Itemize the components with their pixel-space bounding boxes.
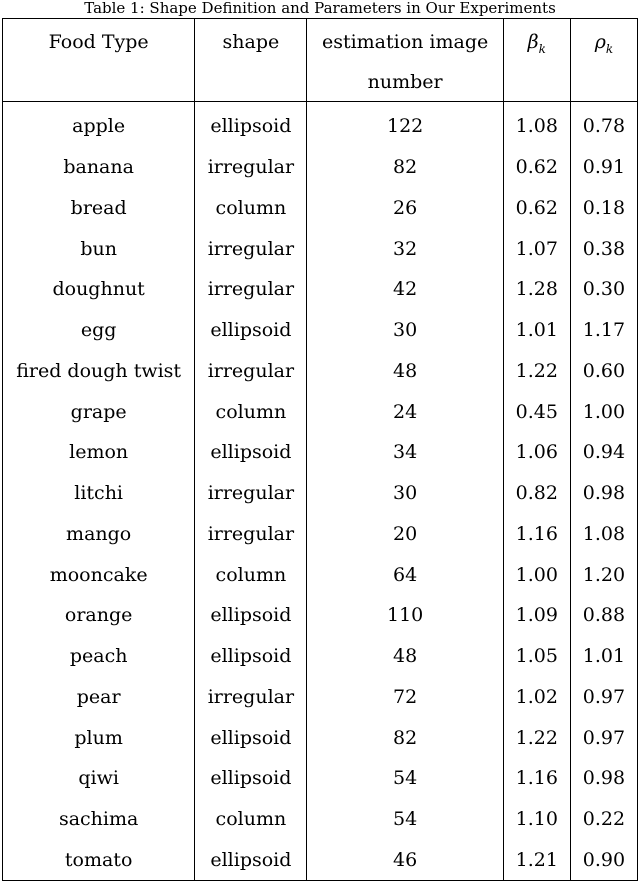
cell-beta-k: 1.02 xyxy=(503,677,570,718)
beta-subscript: k xyxy=(538,41,546,56)
cell-food-type: plum xyxy=(3,717,195,758)
table-row xyxy=(3,717,638,758)
cell-estimation-image-number: 34 xyxy=(307,432,503,473)
table-row xyxy=(3,188,638,229)
cell-food-type: mooncake xyxy=(3,554,195,595)
cell-rho-k: 0.60 xyxy=(570,351,637,392)
cell-estimation-image-number: 72 xyxy=(307,677,503,718)
cell-food-type: litchi xyxy=(3,473,195,514)
cell-food-type: doughnut xyxy=(3,269,195,310)
cell-food-type: egg xyxy=(3,310,195,351)
header-shape-label: shape xyxy=(222,31,280,53)
cell-food-type: peach xyxy=(3,636,195,677)
cell-estimation-image-number: 24 xyxy=(307,391,503,432)
cell-rho-k: 1.00 xyxy=(570,391,637,432)
header-food-type xyxy=(3,19,195,102)
table-row xyxy=(3,554,638,595)
cell-beta-k: 0.62 xyxy=(503,147,570,188)
table-row xyxy=(3,758,638,799)
cell-rho-k: 0.22 xyxy=(570,799,637,840)
cell-beta-k: 1.06 xyxy=(503,432,570,473)
cell-beta-k: 0.45 xyxy=(503,391,570,432)
table-header xyxy=(3,19,638,102)
header-estimation-line1: estimation image xyxy=(321,31,489,53)
cell-shape: irregular xyxy=(195,269,307,310)
cell-rho-k: 0.98 xyxy=(570,758,637,799)
cell-estimation-image-number: 30 xyxy=(307,473,503,514)
food-shape-table xyxy=(2,18,638,881)
cell-food-type: lemon xyxy=(3,432,195,473)
cell-rho-k: 1.08 xyxy=(570,514,637,555)
cell-food-type: qiwi xyxy=(3,758,195,799)
cell-shape: ellipsoid xyxy=(195,636,307,677)
cell-estimation-image-number: 110 xyxy=(307,595,503,636)
cell-food-type: pear xyxy=(3,677,195,718)
beta-symbol: β xyxy=(527,31,539,53)
cell-rho-k: 0.97 xyxy=(570,677,637,718)
header-rho-k xyxy=(570,19,637,102)
cell-estimation-image-number: 54 xyxy=(307,758,503,799)
cell-beta-k: 0.62 xyxy=(503,188,570,229)
table-row xyxy=(3,636,638,677)
cell-estimation-image-number: 48 xyxy=(307,636,503,677)
cell-shape: ellipsoid xyxy=(195,102,307,147)
cell-rho-k: 1.17 xyxy=(570,310,637,351)
header-rho-k-label xyxy=(571,19,637,59)
header-food-type-label: Food Type xyxy=(48,31,149,53)
cell-estimation-image-number: 26 xyxy=(307,188,503,229)
cell-shape: irregular xyxy=(195,228,307,269)
cell-beta-k: 1.22 xyxy=(503,717,570,758)
cell-food-type: tomato xyxy=(3,840,195,881)
cell-shape: ellipsoid xyxy=(195,840,307,881)
cell-beta-k: 1.16 xyxy=(503,758,570,799)
cell-food-type: grape xyxy=(3,391,195,432)
header-estimation-line2: number xyxy=(367,71,443,93)
cell-rho-k: 0.91 xyxy=(570,147,637,188)
cell-food-type: banana xyxy=(3,147,195,188)
cell-beta-k: 1.22 xyxy=(503,351,570,392)
cell-beta-k: 1.10 xyxy=(503,799,570,840)
cell-beta-k: 1.09 xyxy=(503,595,570,636)
cell-shape: irregular xyxy=(195,351,307,392)
cell-rho-k: 0.98 xyxy=(570,473,637,514)
cell-beta-k: 1.28 xyxy=(503,269,570,310)
cell-estimation-image-number: 32 xyxy=(307,228,503,269)
cell-shape: ellipsoid xyxy=(195,717,307,758)
rho-subscript: k xyxy=(605,41,614,56)
table-row xyxy=(3,228,638,269)
cell-shape: irregular xyxy=(195,677,307,718)
cell-estimation-image-number: 82 xyxy=(307,717,503,758)
table-row xyxy=(3,432,638,473)
cell-beta-k: 1.21 xyxy=(503,840,570,881)
cell-estimation-image-number: 82 xyxy=(307,147,503,188)
cell-beta-k: 0.82 xyxy=(503,473,570,514)
table-row xyxy=(3,677,638,718)
header-beta-k-label xyxy=(504,19,570,59)
cell-beta-k: 1.01 xyxy=(503,310,570,351)
cell-estimation-image-number: 30 xyxy=(307,310,503,351)
table-row xyxy=(3,391,638,432)
cell-beta-k: 1.07 xyxy=(503,228,570,269)
cell-estimation-image-number: 20 xyxy=(307,514,503,555)
cell-food-type: sachima xyxy=(3,799,195,840)
table-row xyxy=(3,799,638,840)
cell-food-type: bread xyxy=(3,188,195,229)
cell-shape: column xyxy=(195,554,307,595)
cell-shape: ellipsoid xyxy=(195,310,307,351)
table-row xyxy=(3,514,638,555)
table-caption: Table 1: Shape Definition and Parameters in Our Experiments xyxy=(84,0,556,17)
cell-shape: irregular xyxy=(195,147,307,188)
cell-shape: column xyxy=(195,799,307,840)
cell-rho-k: 0.38 xyxy=(570,228,637,269)
cell-estimation-image-number: 122 xyxy=(307,102,503,147)
cell-rho-k: 0.78 xyxy=(570,102,637,147)
table-body xyxy=(3,102,638,881)
table-row xyxy=(3,351,638,392)
header-beta-k xyxy=(503,19,570,102)
cell-rho-k: 0.90 xyxy=(570,840,637,881)
table-row xyxy=(3,147,638,188)
cell-food-type: bun xyxy=(3,228,195,269)
header-estimation-image-number xyxy=(307,19,503,102)
cell-beta-k: 1.05 xyxy=(503,636,570,677)
table-row xyxy=(3,310,638,351)
table-row xyxy=(3,269,638,310)
cell-shape: column xyxy=(195,188,307,229)
cell-shape: irregular xyxy=(195,473,307,514)
cell-rho-k: 1.01 xyxy=(570,636,637,677)
table-row xyxy=(3,840,638,881)
cell-rho-k: 0.30 xyxy=(570,269,637,310)
cell-food-type: fired dough twist xyxy=(3,351,195,392)
rho-symbol: ρ xyxy=(594,31,606,53)
table-row xyxy=(3,473,638,514)
cell-rho-k: 0.94 xyxy=(570,432,637,473)
cell-rho-k: 0.88 xyxy=(570,595,637,636)
cell-shape: column xyxy=(195,391,307,432)
cell-beta-k: 1.08 xyxy=(503,102,570,147)
cell-food-type: orange xyxy=(3,595,195,636)
cell-rho-k: 0.97 xyxy=(570,717,637,758)
header-row xyxy=(3,19,638,102)
cell-food-type: apple xyxy=(3,102,195,147)
header-shape xyxy=(195,19,307,102)
cell-shape: irregular xyxy=(195,514,307,555)
cell-shape: ellipsoid xyxy=(195,595,307,636)
cell-shape: ellipsoid xyxy=(195,432,307,473)
cell-beta-k: 1.16 xyxy=(503,514,570,555)
table-row xyxy=(3,102,638,147)
cell-rho-k: 0.18 xyxy=(570,188,637,229)
cell-food-type: mango xyxy=(3,514,195,555)
cell-shape: ellipsoid xyxy=(195,758,307,799)
cell-estimation-image-number: 42 xyxy=(307,269,503,310)
cell-beta-k: 1.00 xyxy=(503,554,570,595)
cell-estimation-image-number: 54 xyxy=(307,799,503,840)
cell-estimation-image-number: 46 xyxy=(307,840,503,881)
cell-estimation-image-number: 64 xyxy=(307,554,503,595)
table-row xyxy=(3,595,638,636)
cell-estimation-image-number: 48 xyxy=(307,351,503,392)
cell-rho-k: 1.20 xyxy=(570,554,637,595)
